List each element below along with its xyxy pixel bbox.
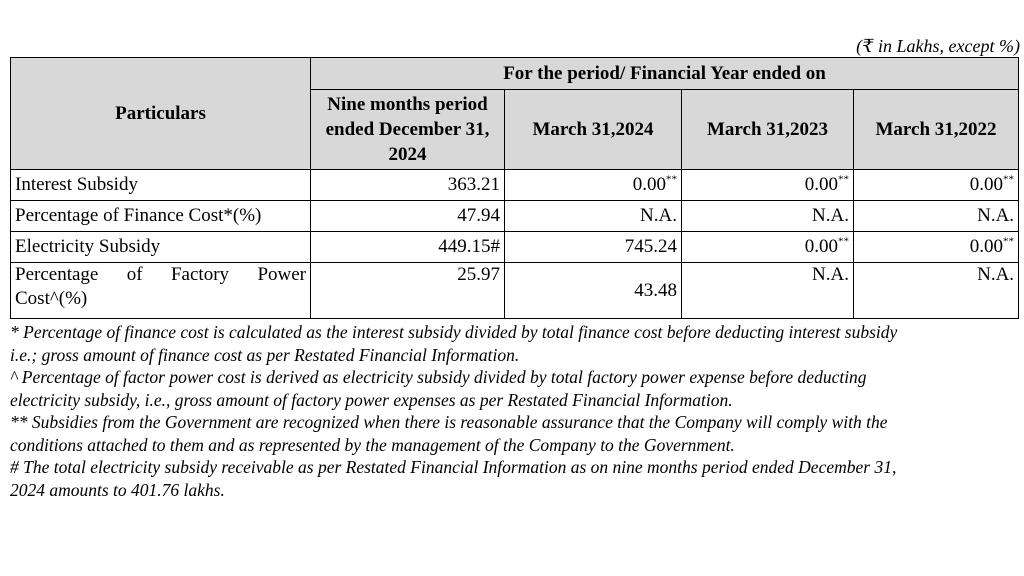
cell-value [311, 232, 505, 263]
period-group-header: For the period/ Financial Year ended on [311, 58, 1019, 90]
footnote-mark: ** [838, 173, 849, 186]
column-header-mar-2022: March 31,2022 [854, 90, 1019, 170]
footnote-finance-cost: * Percentage of finance cost is calculated as the interest subsidy divided by total finance cost before deducting interest subsidy i.e.; gross amount of finance cost as per Restated Financial Information. [10, 322, 898, 365]
footnote-mark: ** [666, 173, 677, 186]
row-label-line2: Cost^(%) [15, 288, 88, 309]
cell-value: 25.97 [311, 263, 505, 319]
footnote-electricity-receivable: # The total electricity subsidy receivable as per Restated Financial Information as on nine months period ended December 31, 2024 amounts to 401.76 lakhs. [10, 457, 897, 500]
cell-number: 0.00 [969, 174, 1004, 195]
row-label-line1: Percentage of Factory Power [15, 264, 306, 285]
cell-value [854, 232, 1019, 263]
row-label [11, 263, 311, 319]
footnote-subsidies: ** Subsidies from the Government are recognized when there is reasonable assurance that the Company will comply with the conditions attached to them and as represented by the management of the Company to the Government. [10, 412, 888, 455]
particulars-header: Particulars [11, 58, 311, 170]
cell-number: 0.00 [804, 236, 838, 257]
cell-value: N.A. [505, 201, 682, 232]
column-header-mar-2023: March 31,2023 [682, 90, 854, 170]
cell-number: 363.21 [447, 174, 500, 195]
table-row-electricity-subsidy [11, 232, 1019, 263]
table-row-interest-subsidy [11, 170, 1019, 201]
subsidy-table [10, 57, 1019, 319]
cell-number: 0.00 [632, 174, 666, 195]
cell-value [854, 170, 1019, 201]
column-header-dec-2024: Nine months period ended December 31, 2024 [311, 90, 505, 170]
cell-number: 0.00 [804, 174, 838, 195]
column-header-mar-2024: March 31,2024 [505, 90, 682, 170]
units-note: (₹ in Lakhs, except %) [856, 36, 1020, 56]
cell-value [505, 232, 682, 263]
cell-value: N.A. [854, 201, 1019, 232]
header-row-group [11, 58, 1019, 90]
cell-value: N.A. [854, 263, 1019, 319]
table-row-finance-cost-pct [11, 201, 1019, 232]
cell-value: N.A. [682, 263, 854, 319]
row-label: Electricity Subsidy [11, 232, 311, 263]
cell-value: N.A. [682, 201, 854, 232]
footnote-factory-power: ^ Percentage of factor power cost is derived as electricity subsidy divided by total factory power expense before deducting electricity subsidy, i.e., gross amount of factory power expenses as per Restated Financial Information. [10, 367, 867, 410]
footnote-mark: ** [1003, 235, 1015, 248]
row-label: Interest Subsidy [11, 170, 311, 201]
cell-number: 745.24 [624, 236, 677, 257]
cell-value: 43.48 [505, 263, 682, 319]
cell-number: 449.15# [438, 236, 500, 257]
footnote-mark: ** [838, 235, 849, 248]
cell-value [311, 170, 505, 201]
row-label: Percentage of Finance Cost*(%) [11, 201, 311, 232]
footnote-mark: ** [1003, 173, 1015, 186]
table-row-factory-power-pct [11, 263, 1019, 319]
footnotes [10, 321, 1022, 501]
cell-value [682, 170, 854, 201]
cell-value: 47.94 [311, 201, 505, 232]
cell-value [505, 170, 682, 201]
cell-number: 0.00 [969, 236, 1004, 257]
cell-value [682, 232, 854, 263]
